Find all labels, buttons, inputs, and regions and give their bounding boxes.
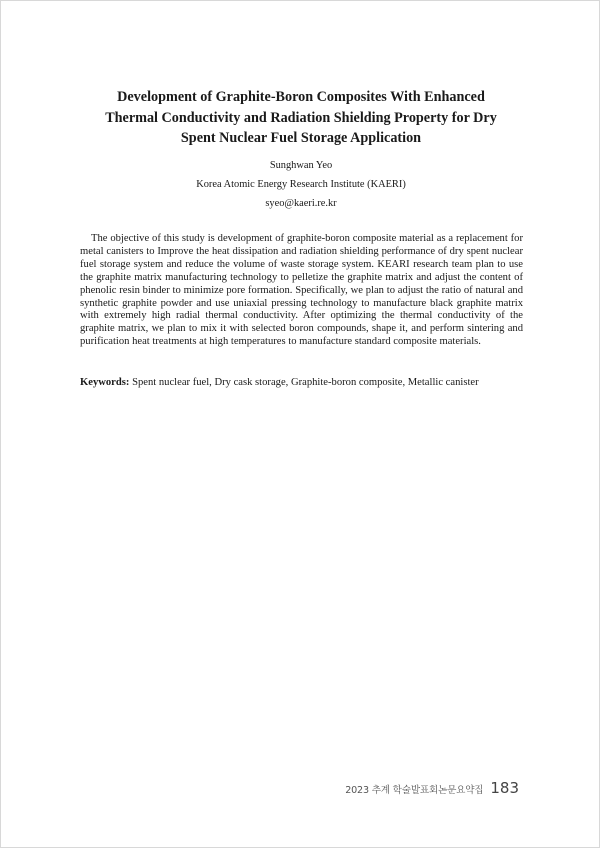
author-name: Sunghwan Yeo	[269, 160, 333, 171]
author-affiliation: Korea Atomic Energy Research Institute (KAERI)	[196, 179, 406, 190]
journal-name: 2023 추계 학술발표회논문요약집	[345, 785, 484, 796]
abstract-body: The objective of this study is development of graphite-boron composite material as a replacement for metal canisters to Improve the heat dissipation and radiation shielding performance of dry spent nuclear fuel storage system and reduce the volume of waste storage system. KEARI research team plan to use the graphite matrix manufacturing technology to pelletize the graphite matrix and adjust the content of phenolic resin binder to minimize pore formation. Specifically, we plan to adjust the ratio of natural and synthetic graphite powder and use uniaxial pressing technology to manufacture black graphite matrix with extremely high radial thermal conductivity. After optimizing the thermal conductivity of the graphite matrix, we plan to mix it with selected boron compounds, shape it, and perform sintering and purification heat treatments at high temperatures to manufacture standard composite materials.	[80, 233, 523, 348]
keywords-line	[80, 376, 523, 389]
author-email: syeo@kaeri.re.kr	[265, 198, 337, 209]
page-number: 183	[490, 779, 519, 797]
keywords-label: Keywords:	[80, 377, 130, 388]
paper-title: Development of Graphite-Boron Composites With Enhanced Thermal Conductivity and Radiation Shielding Property for Dry Spent Nuclear Fuel Storage Application	[105, 89, 497, 146]
keywords-list: Spent nuclear fuel, Dry cask storage, Graphite-boron composite, Metallic canister	[132, 377, 479, 388]
page-footer	[345, 779, 519, 797]
